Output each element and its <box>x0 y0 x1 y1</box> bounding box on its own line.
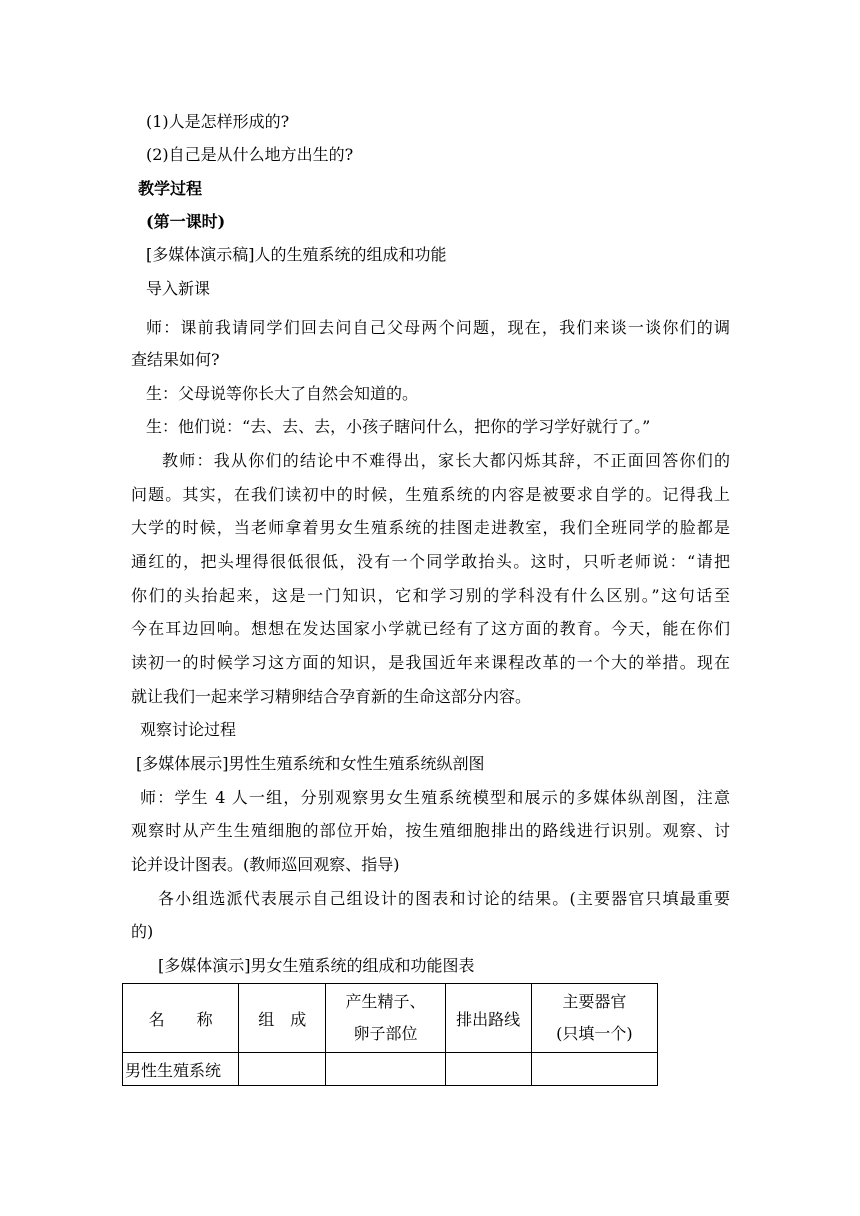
header-composition: 组 成 <box>239 984 326 1053</box>
header-organ-line-2: (只填一个) <box>556 1024 633 1043</box>
header-organ-line-1: 主要器官 <box>562 992 627 1011</box>
para-line-1: 教师：我从你们的结论中不难得出，家长大都闪烁其辞，不正面回答你们的 <box>162 451 730 470</box>
row-name: 男性生殖系统 <box>123 1053 239 1086</box>
para-line-4: 通红的，把头埋得很低很低，没有一个同学敢抬头。这时，只听老师说：“请把 <box>131 552 730 571</box>
group-line-a: 各小组选派代表展示自己组设计的图表和讨论的结果。(主要器官只填最重要 <box>158 889 730 908</box>
row-composition <box>239 1053 326 1086</box>
header-production-site <box>326 984 445 1053</box>
multimedia-note-3: [多媒体演示]男女生殖系统的组成和功能图表 <box>158 956 475 975</box>
para-line-7: 读初一的时候学习这方面的知识，是我国近年来课程改革的一个大的举措。现在 <box>131 653 730 672</box>
para-line-6: 今在耳边回响。想想在发达国家小学就已经有了这方面的教育。今天，能在你们 <box>131 619 730 638</box>
teacher-line-2c: 论并设计图表。(教师巡回观察、指导) <box>131 855 400 874</box>
multimedia-note-2: [多媒体展示]男性生殖系统和女性生殖系统纵剖图 <box>136 754 485 773</box>
teacher-line-1b: 查结果如何? <box>131 350 220 369</box>
para-line-3: 大学的时候，当老师拿着男女生殖系统的挂图走进教室，我们全班同学的脸都是 <box>131 518 730 537</box>
teacher-line-2b: 观察时从产生生殖细胞的部位开始，按生殖细胞排出的路线进行识别。观察、讨 <box>131 821 730 840</box>
multimedia-note-1: [多媒体演示稿]人的生殖系统的组成和功能 <box>146 245 447 264</box>
header-site-line-1: 产生精子、 <box>345 992 426 1011</box>
table-row <box>123 1053 658 1086</box>
header-name: 名 称 <box>123 984 239 1053</box>
group-line-b: 的) <box>131 922 154 941</box>
teacher-line-1a: 师：课前我请同学们回去问自己父母两个问题，现在，我们来谈一谈你们的调 <box>146 318 730 337</box>
section-heading: 教学过程 <box>138 179 203 198</box>
question-1: (1)人是怎样形成的? <box>146 112 290 131</box>
student-line-2: 生：他们说：“去、去、去，小孩子瞎问什么，把你的学习学好就行了。” <box>146 417 651 436</box>
para-line-2: 问题。其实，在我们读初中的时候，生殖系统的内容是被要求自学的。记得我上 <box>131 485 730 504</box>
para-line-8: 就让我们一起来学习精卵结合孕育新的生命这部分内容。 <box>131 687 532 706</box>
para-line-5: 你们的头抬起来，这是一门知识，它和学习别的学科没有什么区别。”这句话至 <box>131 586 730 605</box>
session-label: (第一课时) <box>146 212 226 231</box>
observe-heading: 观察讨论过程 <box>140 720 237 739</box>
header-route: 排出路线 <box>445 984 531 1053</box>
header-main-organ <box>531 984 657 1053</box>
table-header-row <box>123 984 658 1053</box>
row-site <box>326 1053 445 1086</box>
question-2: (2)自己是从什么地方出生的? <box>146 145 354 164</box>
row-organ <box>531 1053 657 1086</box>
header-site-line-2: 卵子部位 <box>353 1024 418 1043</box>
student-line-1: 生：父母说等你长大了自然会知道的。 <box>146 384 419 403</box>
intro-heading: 导入新课 <box>146 279 211 298</box>
row-route <box>445 1053 531 1086</box>
teacher-line-2a: 师：学生 4 人一组，分别观察男女生殖系统模型和展示的多媒体纵剖图，注意 <box>140 788 730 807</box>
reproductive-system-table <box>122 983 658 1086</box>
